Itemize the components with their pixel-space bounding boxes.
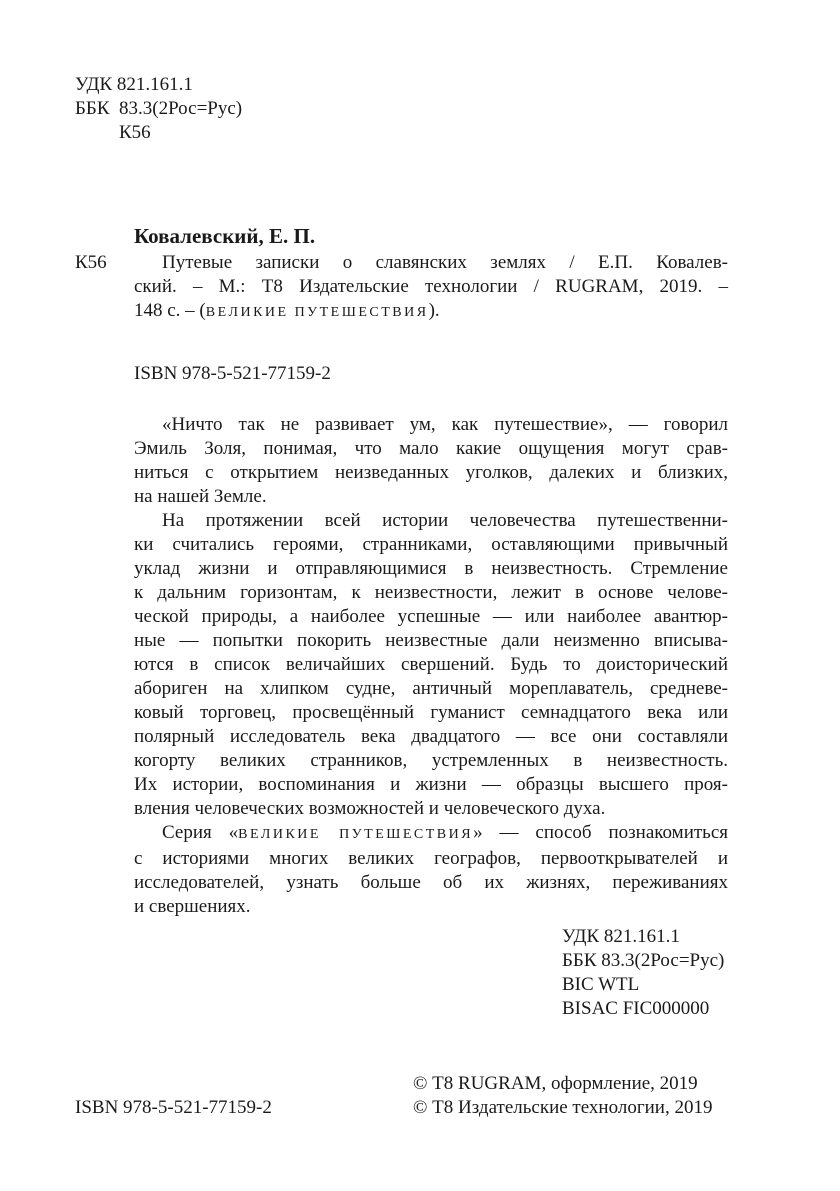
- annotation-line: Их истории, воспоминания и жизни — образцы высшего проя-: [134, 774, 728, 795]
- bic-code: BIC WTL: [562, 974, 640, 995]
- author-heading: Ковалевский, Е. П.: [134, 224, 316, 248]
- top-codes: [75, 73, 242, 145]
- annotation-line: ниться с открытием неизведанных уголков, далеких и близких,: [134, 462, 728, 483]
- annotation-line: ковый торговец, просвещённый гуманист семнадцатого века или: [134, 702, 728, 723]
- annotation-line: уклад жизни и отправляющимися в неизвестность. Стремление: [134, 558, 728, 579]
- annotation-line: Серия «ВЕЛИКИЕ ПУТЕШЕСТВИЯ» — способ познакомиться: [162, 822, 729, 843]
- annotation-line: с историями многих великих географов, первооткрывателей и: [134, 848, 728, 869]
- annotation-line: к дальним горизонтам, к неизвестности, лежит в основе челове-: [134, 582, 728, 603]
- codes-right: [562, 925, 724, 1021]
- udk-code: УДК 821.161.1: [75, 74, 193, 95]
- annotation-line: ются в список величайших свершений. Будь то доисторический: [134, 654, 728, 675]
- bib-description: [134, 251, 728, 325]
- bbk-code: ББК 83.3(2Рос=Рус): [75, 98, 243, 119]
- bib-isbn: ISBN 978-5-521-77159-2: [134, 363, 331, 384]
- copyright-block: [413, 1072, 712, 1120]
- annotation-line: На протяжении всей истории человечества путешественни-: [162, 510, 728, 531]
- annotation-line: вления человеческих возможностей и человеческого духа.: [134, 798, 606, 819]
- copyright-line: © Т8 RUGRAM, оформление, 2019: [413, 1073, 698, 1094]
- annotation-line: ные — попытки покорить неизвестные дали неизменно вписыва-: [134, 630, 728, 651]
- annotation-line: на нашей Земле.: [134, 486, 267, 507]
- footer-isbn: ISBN 978-5-521-77159-2: [75, 1097, 272, 1118]
- series-name: ВЕЛИКИЕ ПУТЕШЕСТВИЯ: [205, 305, 429, 320]
- annotation: [134, 413, 728, 919]
- bbk-code: ББК 83.3(2Рос=Рус): [562, 950, 725, 971]
- annotation-line: «Ничто так не развивает ум, как путешествие», — говорил: [162, 414, 728, 435]
- copyright-line: © Т8 Издательские технологии, 2019: [413, 1097, 713, 1118]
- author-mark: К56: [119, 122, 151, 143]
- annotation-line: абориген на хлипком судне, античный мореплаватель, средневе-: [134, 678, 728, 699]
- bib-line: ский. – М.: Т8 Издательские технологии / RUGRAM, 2019. –: [134, 276, 728, 297]
- annotation-line: ки считались героями, странниками, оставляющими привычный: [134, 534, 728, 555]
- series-name: ВЕЛИКИЕ ПУТЕШЕСТВИЯ: [238, 827, 474, 842]
- bisac-code: BISAC FIC000000: [562, 998, 710, 1019]
- udk-code: УДК 821.161.1: [562, 926, 680, 947]
- annotation-line: и свершениях.: [134, 896, 251, 917]
- bib-author-mark: К56: [75, 252, 107, 273]
- annotation-line: исследователей, узнать больше об их жизнях, переживаниях: [134, 872, 728, 893]
- annotation-line: Эмиль Золя, понимая, что мало какие ощущения могут срав-: [134, 438, 728, 459]
- annotation-line: полярный исследователь века двадцатого — все они составляли: [134, 726, 728, 747]
- annotation-line: ческой природы, а наиболее успешные — или наиболее авантюр-: [134, 606, 728, 627]
- bib-line: Путевые записки о славянских землях / Е.П. Ковалев-: [162, 252, 728, 273]
- annotation-line: когорту великих странников, устремленных в неизвестность.: [134, 750, 728, 771]
- bib-line: 148 с. – (ВЕЛИКИЕ ПУТЕШЕСТВИЯ).: [134, 300, 440, 321]
